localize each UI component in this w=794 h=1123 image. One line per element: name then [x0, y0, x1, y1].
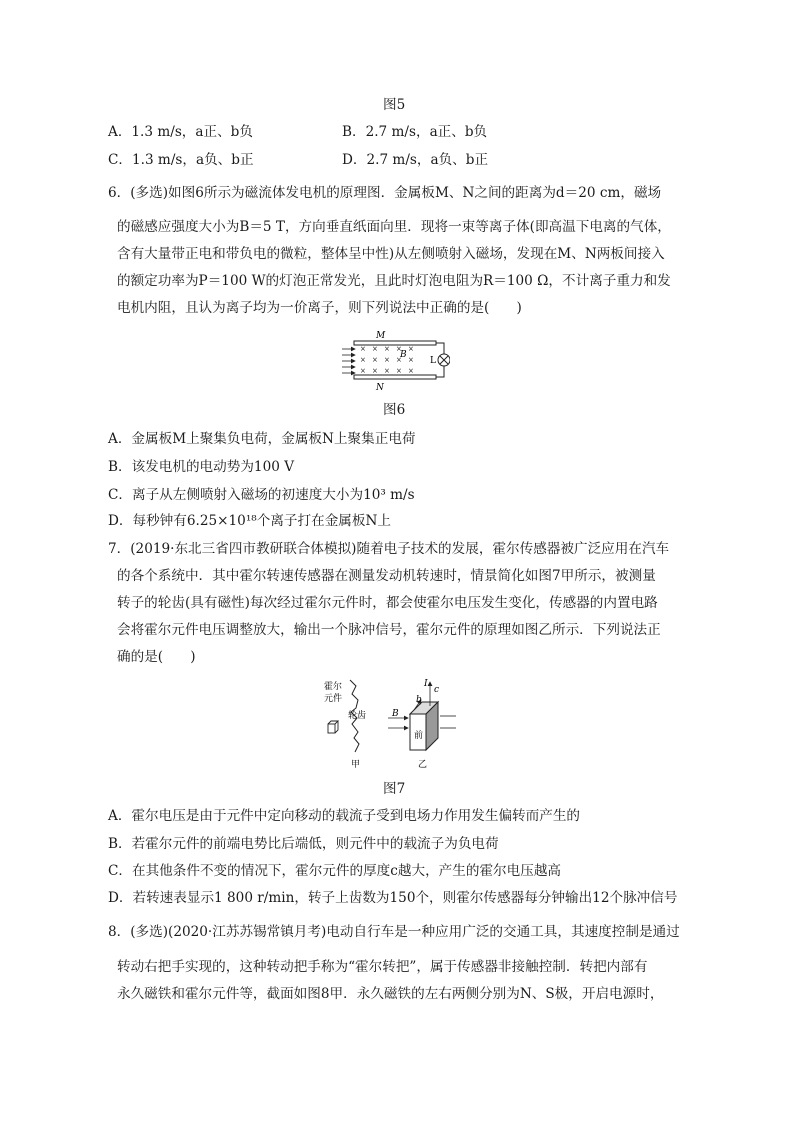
label-front: 前	[414, 731, 424, 741]
q8-stem-line-2: 转动右把手实现的，这种转动把手称为“霍尔转把”，属于传感器非接触控制．转把内部有	[117, 959, 648, 975]
q5-option-b: B．2.7 m/s，a正、b负	[342, 124, 488, 140]
figure-6-caption: 图6	[383, 402, 406, 418]
hall-element-block	[328, 721, 338, 733]
field-cross: ×	[372, 345, 378, 353]
q7-stem-line-1: 7．(2019·东北三省四市教研联合体模拟)随着电子技术的发展，霍尔传感器被广泛应用在汽车	[108, 541, 670, 557]
q7-option-c: C．在其他条件不变的情况下，霍尔元件的厚度c越大，产生的霍尔电压越高	[108, 863, 562, 879]
field-cross: ×	[396, 345, 402, 353]
q6-stem-line-5: 电机内阻，且认为离子均为一价离子，则下列说法中正确的是( )	[117, 300, 522, 316]
figure-7-caption: 图7	[383, 781, 406, 797]
q6-option-a: A．金属板M上聚集负电荷，金属板N上聚集正电荷	[108, 431, 416, 447]
field-cross: ×	[408, 356, 414, 364]
field-cross: ×	[384, 345, 390, 353]
q6-option-d: D．每秒钟有6.25×10¹⁸个离子打在金属板N上	[108, 513, 391, 529]
label-gear: 轮齿	[348, 711, 367, 721]
field-cross: ×	[384, 367, 390, 375]
field-cross: ×	[408, 367, 414, 375]
field-cross: ×	[396, 356, 402, 364]
label-b-field: B	[392, 709, 399, 719]
label-yi: 乙	[418, 760, 428, 770]
field-cross: ×	[372, 356, 378, 364]
q5-option-c: C．1.3 m/s，a负、b正	[108, 152, 254, 168]
field-cross: ×	[360, 367, 366, 375]
field-cross: ×	[408, 345, 414, 353]
q7-stem-line-3: 转子的轮齿(具有磁性)每次经过霍尔元件时，都会使霍尔电压发生变化，传感器的内置电路	[117, 595, 658, 611]
q7-option-b: B．若霍尔元件的前端电势比后端低，则元件中的载流子为负电荷	[108, 836, 499, 852]
figure-5-caption: 图5	[383, 97, 406, 113]
label-hall-element-2: 元件	[324, 694, 343, 704]
label-c: c	[434, 685, 440, 695]
label-hall-element-1: 霍尔	[324, 682, 343, 692]
q7-option-d: D．若转速表显示1 800 r/min，转子上齿数为150个，则霍尔传感器每分钟输出12个脉冲信号	[108, 890, 678, 906]
q6-option-c: C．离子从左侧喷射入磁场的初速度大小为10³ m/s	[108, 487, 415, 503]
q7-stem-line-4: 会将霍尔元件电压调整放大，输出一个脉冲信号，霍尔元件的原理如图乙所示．下列说法正	[117, 622, 661, 638]
q6-option-b: B．该发电机的电动势为100 V	[108, 459, 295, 475]
label-lamp: L	[430, 356, 436, 366]
q5-option-a: A．1.3 m/s，a正、b负	[108, 124, 253, 140]
label-current: I	[424, 679, 428, 689]
label-n: N	[376, 383, 384, 393]
q8-stem-line-3: 永久磁铁和霍尔元件等，截面如图8甲．永久磁铁的左右两侧分别为N、S极，开启电源时，	[117, 986, 664, 1002]
field-cross: ×	[384, 356, 390, 364]
figure-6-mhd-generator	[340, 325, 450, 395]
plate-n	[354, 375, 436, 379]
q6-stem-line-3: 含有大量带正电和带负电的微粒，整体呈中性)从左侧喷射入磁场，发现在M、N两板间接入	[117, 246, 665, 262]
figure-7-hall-sensor	[318, 676, 468, 771]
q7-stem-line-2: 的各个系统中．其中霍尔转速传感器在测量发动机转速时，情景简化如图7甲所示，被测量	[117, 568, 656, 584]
q6-stem-line-1: 6．(多选)如图6所示为磁流体发电机的原理图．金属板M、N之间的距离为d＝20 cm，磁场	[108, 185, 662, 201]
field-cross: ×	[360, 345, 366, 353]
external-circuit	[436, 343, 450, 377]
plasma-stream-arrows	[342, 349, 355, 373]
plate-m	[354, 341, 436, 345]
label-jia: 甲	[351, 760, 361, 770]
field-cross: ×	[360, 356, 366, 364]
q5-option-d: D．2.7 m/s，a负、b正	[342, 152, 489, 168]
q6-stem-line-2: 的磁感应强度大小为B＝5 T，方向垂直纸面向里．现将一束等离子体(即高温下电离的气体，	[117, 219, 671, 235]
field-cross: ×	[372, 367, 378, 375]
q7-stem-line-5: 确的是( )	[117, 649, 196, 665]
q7-option-a: A．霍尔电压是由于元件中定向移动的载流子受到电场力作用发生偏转而产生的	[108, 808, 581, 824]
label-b-small: b	[416, 695, 422, 705]
q6-stem-line-4: 的额定功率为P＝100 W的灯泡正常发光，且此时灯泡电阻为R＝100 Ω，不计离子重力和发	[117, 273, 671, 289]
label-b: B	[400, 350, 407, 360]
q8-stem-line-1: 8．(多选)(2020·江苏苏锡常镇月考)电动自行车是一种应用广泛的交通工具，其速度控制是通过	[108, 924, 680, 940]
label-m: M	[376, 331, 386, 341]
field-cross: ×	[396, 367, 402, 375]
